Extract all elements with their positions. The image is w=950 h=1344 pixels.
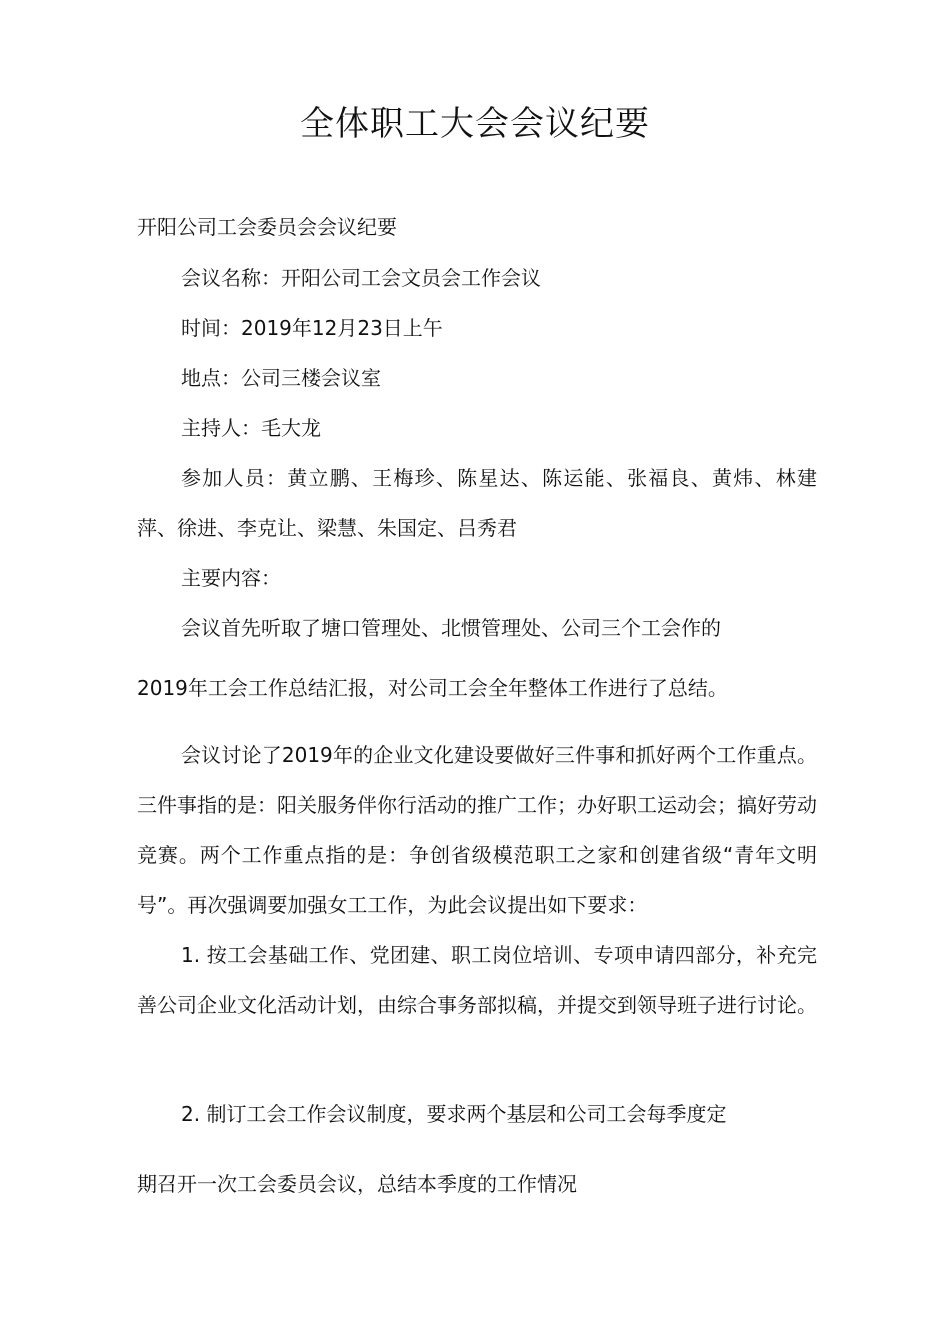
paragraph-1-line-1: 会议首先听取了塘口管理处、北惯管理处、公司三个工会作的 bbox=[181, 616, 721, 640]
meeting-time: 时间：2019年12月23日上午 bbox=[181, 316, 443, 340]
meeting-name: 会议名称：开阳公司工会文员会工作会议 bbox=[181, 266, 541, 290]
meeting-location: 地点：公司三楼会议室 bbox=[181, 366, 381, 390]
paragraph-2: 会议讨论了2019年的企业文化建设要做好三件事和抓好两个工作重点。三件事指的是：阳关服务伴你行活动的推广工作；办好职工运动会；搞好劳动竞赛。两个工作重点指的是：争创省级模范职工之家和创建省级“青年文明号”。再次强调要加强女工工作，为此会议提出如下要求： bbox=[137, 743, 817, 917]
document-subtitle: 开阳公司工会委员会会议纪要 bbox=[137, 215, 397, 239]
main-content-label: 主要内容： bbox=[181, 566, 281, 590]
document-title: 全体职工大会会议纪要 bbox=[300, 104, 650, 144]
participants-paragraph: 参加人员：黄立鹏、王梅珍、陈星达、陈运能、张福良、黄炜、林建萍、徐进、李克让、梁慧、朱国定、吕秀君 bbox=[137, 466, 817, 540]
paragraph-1-line-2: 2019年工会工作总结汇报，对公司工会全年整体工作进行了总结。 bbox=[137, 676, 728, 700]
requirement-item-2-line-1: 2. 制订工会工作会议制度，要求两个基层和公司工会每季度定 bbox=[181, 1102, 727, 1126]
requirement-item-1: 1. 按工会基础工作、党团建、职工岗位培训、专项申请四部分，补充完善公司企业文化活动计划，由综合事务部拟稿，并提交到领导班子进行讨论。 bbox=[137, 943, 817, 1017]
meeting-host: 主持人：毛大龙 bbox=[181, 416, 321, 440]
requirement-item-2-line-2: 期召开一次工会委员会议，总结本季度的工作情况 bbox=[137, 1172, 577, 1196]
